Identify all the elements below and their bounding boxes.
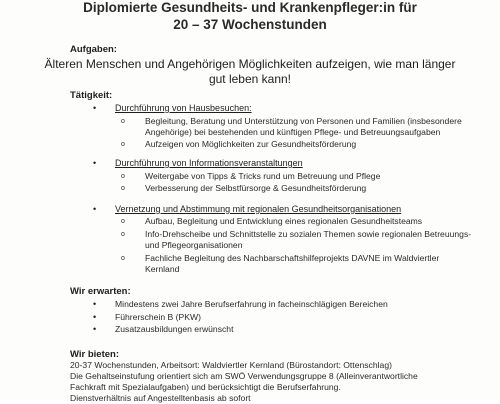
aufgaben-label: Aufgaben: (70, 44, 117, 55)
bieten-line: Fachkraft mit Spezialaufgaben) und berücksichtigt die Berufserfahrung. (70, 382, 341, 392)
list-item: Mindestens zwei Jahre Berufserfahrung in facheinschlägigen Bereichen (115, 299, 388, 309)
list-item: Zusatzausbildungen erwünscht (115, 324, 234, 334)
bullet-icon: • (93, 299, 97, 309)
list-item: Kernland (145, 264, 180, 274)
list-item: Führerschein B (PKW) (115, 312, 201, 322)
title-line-2: 20 – 37 Wochenstunden (173, 17, 327, 32)
list-item: und Pflegeorganisationen (145, 240, 243, 250)
list-item: Aufzeigen von Möglichkeiten zur Gesundheitsförderung (145, 139, 357, 149)
circle-bullet-icon: o (121, 173, 125, 180)
list-item: Weitergabe von Tipps & Tricks rund um Betreuung und Pflege (145, 171, 381, 181)
circle-bullet-icon: o (121, 231, 125, 238)
circle-bullet-icon: o (121, 118, 125, 125)
aufgaben-text-line-2: gut leben kann! (208, 72, 292, 86)
group-heading-informationsveranstaltungen: Durchführung von Informationsveranstaltungen (115, 158, 303, 168)
taetigkeit-label: Tätigkeit: (70, 90, 113, 101)
title-line-1: Diplomierte Gesundheits- und Krankenpfleger:in für (83, 0, 417, 15)
group-heading-hausbesuche: Durchführung von Hausbesuchen: (115, 103, 252, 113)
circle-bullet-icon: o (121, 141, 125, 148)
bieten-line: Dienstverhältnis auf Angestelltenbasis ab sofort (70, 393, 251, 403)
bullet-icon: • (93, 103, 97, 113)
erwarten-label: Wir erwarten: (70, 286, 131, 297)
bullet-icon: • (93, 324, 97, 334)
bieten-line: Die Gehaltseinstufung orientiert sich am SWÖ Verwendungsgruppe 8 (Alleinverantwortliche (70, 371, 418, 381)
circle-bullet-icon: o (121, 218, 125, 225)
bullet-icon: • (93, 312, 97, 322)
bieten-label: Wir bieten: (70, 349, 119, 360)
circle-bullet-icon: o (121, 255, 125, 262)
list-item: Fachliche Begleitung des Nachbarschaftshilfeprojekts DAVNE im Waldviertler (145, 253, 440, 263)
list-item: Angehörige) bei bestehenden und künftigen Pflege- und Betreuungsaufgaben (145, 127, 441, 137)
list-item: Info-Drehscheibe und Schnittstelle zu sozialen Themen sowie regionalen Betreuungs- (145, 229, 472, 239)
list-item: Aufbau, Begleitung und Entwicklung eines regionalen Gesundheitsteams (145, 216, 423, 226)
bullet-icon: • (93, 204, 97, 214)
aufgaben-text-line-1: Älteren Menschen und Angehörigen Möglichkeiten aufzeigen, wie man länger (44, 57, 456, 71)
bullet-icon: • (93, 158, 97, 168)
bieten-line: 20-37 Wochenstunden, Arbeitsort: Waldviertler Kernland (Bürostandort: Ottenschlag) (70, 360, 392, 370)
list-item: Begleitung, Beratung und Unterstützung von Personen und Familien (insbesondere (145, 116, 462, 126)
group-heading-vernetzung: Vernetzung und Abstimmung mit regionalen Gesundheitsorganisationen (115, 204, 402, 214)
circle-bullet-icon: o (121, 185, 125, 192)
list-item: Verbesserung der Selbstfürsorge & Gesundheitsförderung (145, 183, 367, 193)
